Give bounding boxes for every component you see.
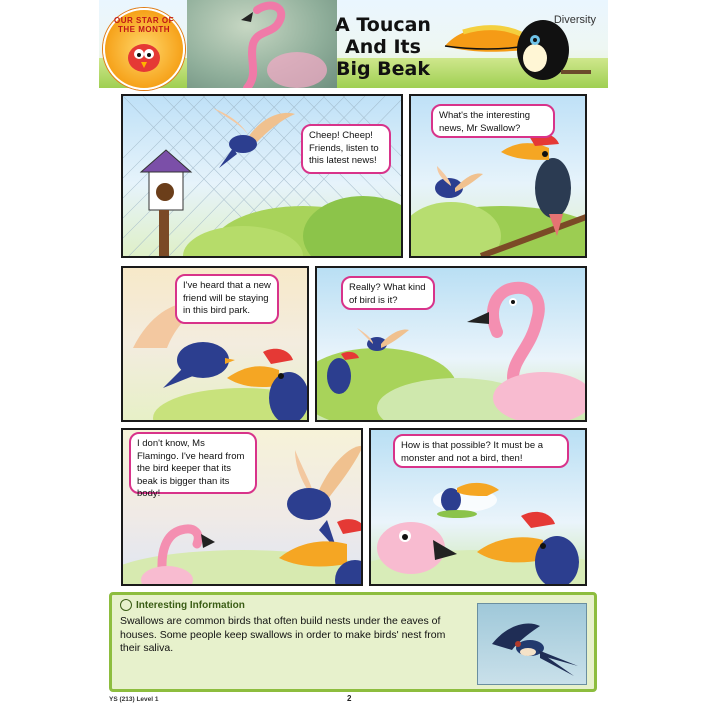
comic-panel-2 — [409, 94, 587, 258]
swallow-photo — [477, 603, 587, 685]
category-label: Diversity — [553, 14, 596, 26]
comic-page — [99, 0, 608, 707]
speech-bubble-5: I don't know, Ms Flamingo. I've heard from the bird keeper that its beak is bigger than its body! — [129, 432, 257, 494]
comic-panel-3 — [121, 266, 309, 422]
interesting-information-box — [109, 592, 597, 692]
flamingo-photo-illustration — [187, 0, 337, 88]
page-number: 2 — [347, 694, 352, 703]
comic-panel-5 — [121, 428, 363, 586]
speech-bubble-2: What's the interesting news, Mr Swallow? — [431, 104, 555, 138]
speech-bubble-1: Cheep! Cheep! Friends, listen to this latest news! — [301, 124, 391, 174]
swallow-photo-illustration — [478, 604, 586, 684]
mascot-bird-icon — [105, 10, 183, 88]
swallow-flying — [213, 108, 295, 168]
info-icon — [120, 599, 132, 611]
info-title: Interesting Information — [136, 600, 245, 611]
comic-panel-1 — [121, 94, 403, 258]
page-title — [323, 14, 443, 80]
toucan-icon — [443, 10, 593, 88]
swallow-perched — [435, 166, 483, 198]
header-banner — [99, 0, 608, 88]
panel-1-scene — [123, 96, 403, 258]
thought-monster-bird — [433, 483, 499, 518]
footer-code: YS (213) Level 1 — [109, 696, 159, 703]
title-line-1: A Toucan — [335, 14, 431, 36]
comic-panel-6 — [369, 428, 587, 586]
badge-text: OUR STAR OF THE MONTH — [113, 16, 174, 34]
speech-bubble-6: How is that possible? It must be a monster and not a bird, then! — [393, 434, 569, 468]
flamingo-photo — [187, 0, 337, 88]
comic-panel-4 — [315, 266, 587, 422]
info-text: Swallows are common birds that often build nests under the eaves of houses. Some people keep swallows in order to make birds' nest from their saliva. — [120, 615, 446, 654]
speech-bubble-3: I've heard that a new friend will be staying in this bird park. — [175, 274, 279, 324]
speech-bubble-4: Really? What kind of bird is it? — [341, 276, 435, 310]
title-line-3: Big Beak — [335, 58, 431, 80]
title-line-2: And Its — [345, 36, 421, 58]
star-of-month-badge — [103, 8, 185, 90]
swallow-large — [287, 446, 363, 550]
